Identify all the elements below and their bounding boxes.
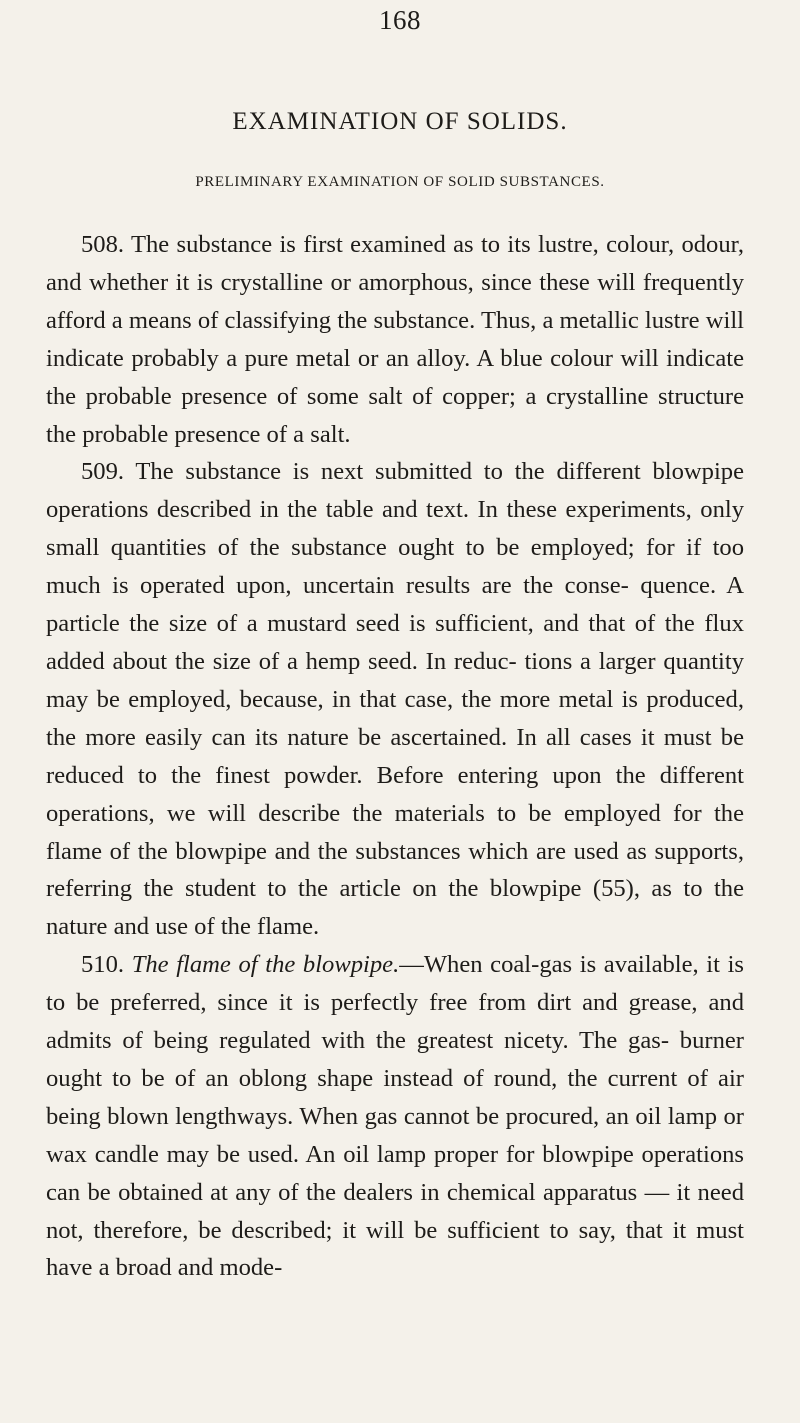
body-text: [46, 226, 744, 1287]
paragraph-number: 508.: [81, 231, 125, 258]
paragraph-508: [46, 226, 744, 453]
paragraph-509: [46, 453, 744, 946]
paragraph-number: 509.: [81, 458, 125, 486]
page-number: 168: [379, 5, 421, 35]
section-title: PRELIMINARY EXAMINATION OF SOLID SUBSTANCES.: [195, 174, 605, 190]
paragraph-510: [46, 946, 744, 1287]
paragraph-text: The substance is next submitted to the different blowpipe operations described in the table and text. In these experiments, only small quantities of the substance ought to be employed; for if too much is operated upon, uncertain results are the conse- quence. A particle the size of a mustard seed is sufficient, and that of the flux added about the size of a hemp seed. In reduc- tions a larger quantity may be employed, because, in that case, the more metal is produced, the more easily can its nature be ascertained. In all cases it must be reduced to the finest powder. Before entering upon the different operations, we will describe the materials to be employed for the flame of the blowpipe and the substances which are used as supports, referring the student to the article on the blowpipe (55), as to the nature and use of the flame.: [46, 458, 744, 941]
paragraph-text: The substance is first examined as to its lustre, colour, odour, and whether it is crystalline or amorphous, since these will frequently afford a means of classifying the substance. Thus, a metallic lustre will indicate probably a pure metal or an alloy. A blue colour will indicate the probable presence of some salt of copper; a crystalline structure the probable presence of a salt.: [46, 231, 744, 448]
paragraph-text: —When coal-gas is available, it is to be preferred, since it is perfectly free from dirt and grease, and admits of being regulated with the greatest nicety. The gas- burner ought to be of an oblong shape instead of round, the current of air being blown lengthways. When gas cannot be procured, an oil lamp or wax candle may be used. An oil lamp proper for blowpipe operations can be obtained at any of the dealers in chemical apparatus — it need not, therefore, be described; it will be sufficient to say, that it must have a broad and mode-: [46, 951, 745, 1282]
chapter-title: EXAMINATION OF SOLIDS.: [232, 108, 568, 135]
paragraph-number: 510.: [81, 951, 125, 979]
paragraph-title: The flame of the blowpipe.: [131, 951, 400, 979]
